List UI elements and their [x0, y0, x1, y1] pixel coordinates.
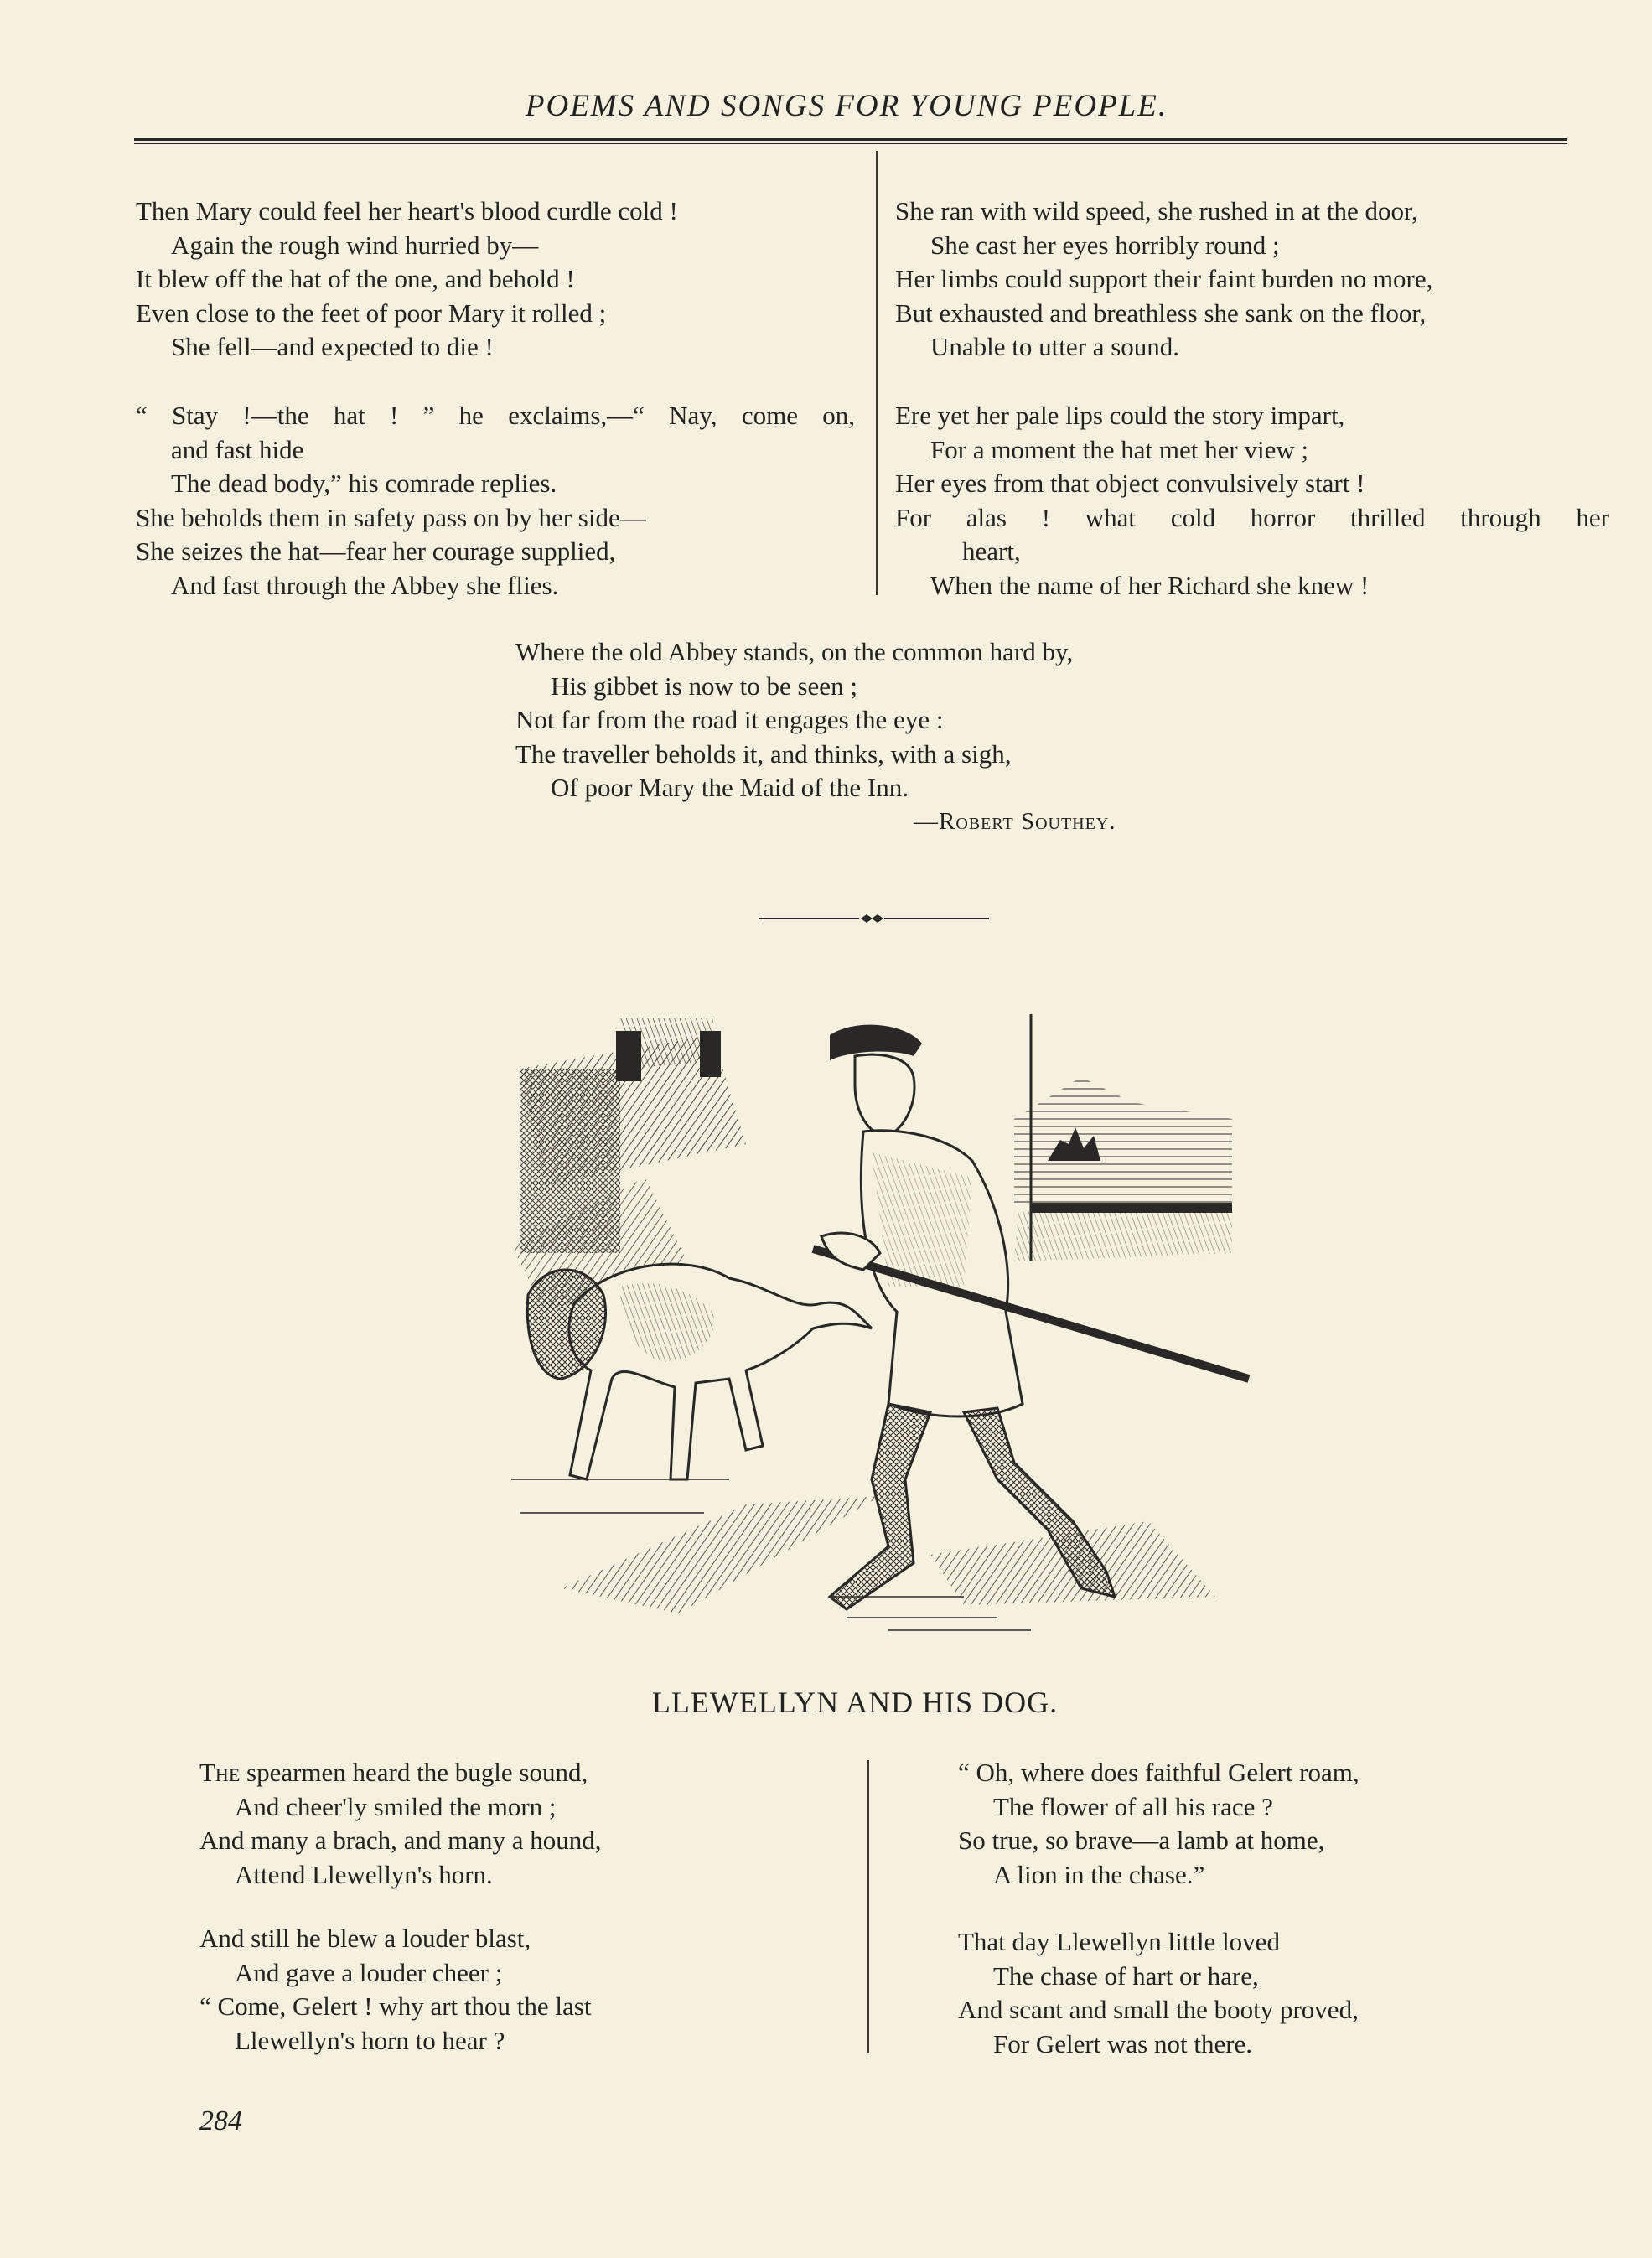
section-divider-ornament — [759, 912, 989, 925]
mary-right-stanza-2 — [895, 399, 1609, 603]
verse-line: That day Llewellyn little loved — [958, 1927, 1280, 1956]
verse-line: A lion in the chase.” — [993, 1859, 1205, 1889]
verse-line: The dead body,” his comrade replies. — [171, 469, 557, 498]
llewellyn-right-stanza-1 — [958, 1756, 1612, 1892]
verse-line: She beholds them in safety pass on by her side— — [136, 502, 646, 532]
verse-line: “ Oh, where does faithful Gelert roam, — [958, 1758, 1359, 1787]
mary-left-stanza-2 — [136, 399, 855, 603]
author-attribution: —Robert Southey. — [914, 808, 1116, 835]
dog-drawing — [527, 1264, 872, 1479]
column-divider-top — [876, 151, 878, 595]
verse-line: And fast through the Abbey she flies. — [171, 570, 559, 600]
llewellyn-right-stanza-2 — [958, 1925, 1612, 2061]
verse-line: For a moment the hat met her view ; — [930, 434, 1309, 464]
column-divider-bottom — [867, 1760, 869, 2053]
verse-line: And still he blew a louder blast, — [199, 1924, 531, 1953]
llewellyn-left-stanza-2 — [199, 1922, 853, 2058]
llewellyn-left-stanza-1 — [199, 1756, 853, 1892]
page-number: 284 — [199, 2105, 242, 2136]
verse-line: And many a brach, and many a hound, — [199, 1826, 602, 1855]
verse-line: Where the old Abbey stands, on the common hard by, — [515, 637, 1074, 666]
verse-line: “ Stay !—the hat ! ” he exclaims,—“ Nay, come on, — [136, 401, 855, 430]
poem-title: LLEWELLYN AND HIS DOG. — [651, 1686, 1059, 1719]
verse-line: Ere yet her pale lips could the story impart, — [895, 401, 1345, 430]
verse-line: So true, so brave—a lamb at home, — [958, 1826, 1325, 1855]
verse-line: She seizes the hat—fear her courage supplied, — [136, 536, 616, 566]
verse-line: “ Come, Gelert ! why art thou the last — [199, 1991, 592, 2021]
verse-line: Her limbs could support their faint burden no more, — [895, 264, 1433, 293]
verse-line: and fast hide — [171, 434, 304, 464]
verse-line: When the name of her Richard she knew ! — [930, 570, 1370, 600]
landscape-drawing — [1014, 1014, 1232, 1261]
verse-line: Not far from the road it engages the eye : — [515, 705, 944, 734]
verse-line: Again the rough wind hurried by— — [171, 230, 539, 260]
verse-line: Then Mary could feel her heart's blood curdle cold ! — [136, 196, 678, 225]
drop-word: The — [199, 1758, 241, 1787]
verse-line: For alas ! what cold horror thrilled through her — [895, 502, 1609, 532]
verse-line: The chase of hart or hare, — [993, 1960, 1259, 1991]
verse-line: And gave a louder cheer ; — [235, 1957, 503, 1987]
verse-line: She ran with wild speed, she rushed in at the door, — [895, 196, 1418, 225]
verse-line: Her eyes from that object convulsively start ! — [895, 469, 1365, 498]
llewellyn-illustration — [495, 1010, 1261, 1639]
verse-line: The flower of all his race ? — [993, 1791, 1273, 1821]
verse-line: And cheer'ly smiled the morn ; — [235, 1791, 557, 1821]
mary-final-stanza — [515, 635, 1253, 805]
verse-line: And scant and small the booty proved, — [958, 1995, 1359, 2024]
verse-line: Of poor Mary the Maid of the Inn. — [551, 773, 909, 802]
mary-left-stanza-1 — [136, 194, 857, 365]
verse-line: For Gelert was not there. — [993, 2028, 1253, 2059]
verse-line: She fell—and expected to die ! — [171, 332, 494, 361]
header-rule-thin — [134, 143, 1567, 144]
verse-line: His gibbet is now to be seen ; — [551, 671, 857, 701]
verse-line: But exhausted and breathless she sank on the floor, — [895, 298, 1427, 328]
verse-line-rest: spearmen heard the bugle sound, — [240, 1758, 588, 1787]
hut-drawing — [511, 1018, 746, 1312]
running-title: POEMS AND SONGS FOR YOUNG PEOPLE. — [525, 89, 1168, 123]
mary-right-stanza-1 — [895, 194, 1609, 365]
verse-line: Even close to the feet of poor Mary it rolled ; — [136, 298, 607, 328]
verse-line: It blew off the hat of the one, and behold ! — [136, 264, 575, 293]
verse-line: She cast her eyes horribly round ; — [930, 230, 1280, 260]
header-rule — [134, 138, 1567, 141]
verse-line: Unable to utter a sound. — [930, 332, 1180, 361]
verse-line: The traveller beholds it, and thinks, with a sigh, — [515, 738, 1012, 769]
verse-line — [199, 1756, 853, 1790]
verse-line: Llewellyn's horn to hear ? — [235, 2025, 505, 2055]
verse-line: heart, — [962, 536, 1021, 566]
verse-line: Attend Llewellyn's horn. — [235, 1859, 493, 1889]
